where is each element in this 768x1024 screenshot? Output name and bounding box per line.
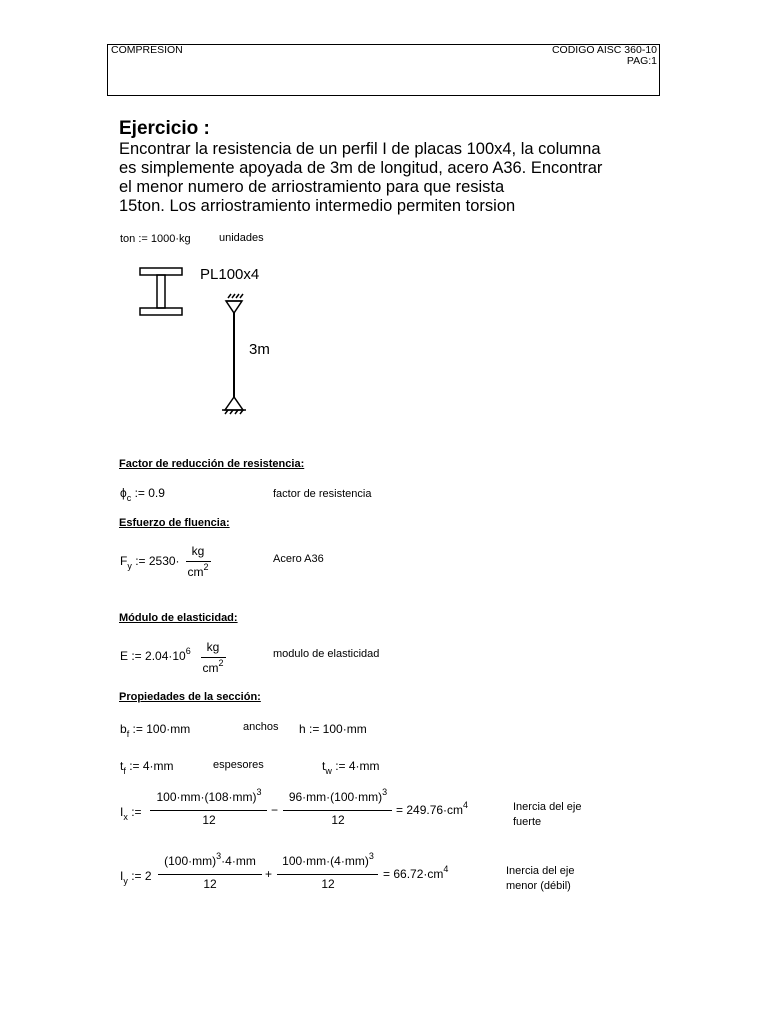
e-expr xyxy=(120,646,191,663)
exercise-line: 15ton. Los arriostramiento intermedio permiten torsion xyxy=(119,197,516,215)
exercise-line: Encontrar la resistencia de un perfil I de placas 100x4, la columna xyxy=(119,140,601,158)
fy-rhs: := 2530· xyxy=(135,554,180,568)
ix-res-base: = 249.76·cm xyxy=(396,803,464,817)
iy-lhs xyxy=(120,869,152,886)
e-den-exp: 2 xyxy=(218,658,224,668)
units-note: unidades xyxy=(219,232,264,244)
ix-num1-exp: 3 xyxy=(256,787,262,797)
section-yield-heading: Esfuerzo de fluencia: xyxy=(119,517,230,529)
iy-sym: I xyxy=(120,869,124,883)
ix-note-1: Inercia del eje xyxy=(513,801,582,813)
iy-note-1: Inercia del eje xyxy=(506,865,575,877)
fy-sub: y xyxy=(127,561,132,571)
e-lhs: E := 2.04·10 xyxy=(120,649,186,663)
h-expr: h := 100·mm xyxy=(299,722,367,736)
tw-sub: w xyxy=(325,766,332,776)
bf-lhs: b xyxy=(120,722,127,736)
bf-note: anchos xyxy=(243,721,279,733)
ix-num2 xyxy=(283,787,393,804)
fy-expr xyxy=(120,554,180,571)
iy-op: + xyxy=(265,867,273,881)
tw-rhs: := 4·mm xyxy=(335,759,380,773)
exercise-text xyxy=(119,140,659,216)
bf-rhs: := 100·mm xyxy=(132,722,191,736)
e-den xyxy=(200,658,226,675)
ix-assign: := xyxy=(131,805,142,819)
ix-den2: 12 xyxy=(331,813,345,827)
bf-sub: f xyxy=(126,729,130,739)
iy-res-base: = 66.72·cm xyxy=(383,867,444,881)
exercise-title: Ejercicio : xyxy=(119,118,210,139)
units-expr: ton := 1000·kg xyxy=(120,233,191,245)
e-num: kg xyxy=(206,640,220,654)
iy-num2-exp: 3 xyxy=(368,851,374,861)
phi-sub: c xyxy=(126,493,132,503)
i-section-icon xyxy=(140,268,182,315)
ix-note-2: fuerte xyxy=(513,816,542,828)
iy-num1-exp: 3 xyxy=(216,851,222,861)
iy-assign: := 2 xyxy=(131,869,152,883)
bf-expr xyxy=(120,722,191,739)
fy-num: kg xyxy=(191,544,205,558)
iy-den2: 12 xyxy=(321,877,335,891)
header-left: COMPRESION xyxy=(111,44,183,56)
e-den-base: cm xyxy=(202,661,219,675)
phi-symbol: ϕ xyxy=(120,486,127,500)
ix-sym: I xyxy=(120,805,124,819)
iy-den1: 12 xyxy=(203,877,217,891)
section-label: PL100x4 xyxy=(200,266,260,283)
iy-result xyxy=(383,864,449,881)
ix-den1: 12 xyxy=(202,813,216,827)
exercise-line: es simplemente apoyada de 3m de longitud, acero A36. Encontrar xyxy=(119,159,603,177)
iy-num1 xyxy=(157,851,263,868)
header-page: PAG:1 xyxy=(626,55,657,67)
iy-num1-base: (100·mm) xyxy=(164,854,217,868)
bottom-pin-support-icon xyxy=(222,397,246,414)
top-pin-support-icon xyxy=(226,294,243,313)
ix-op: − xyxy=(271,803,279,817)
ix-num1-base: 100·mm·(108·mm) xyxy=(156,790,257,804)
tf-expr xyxy=(120,759,174,776)
ix-res-exp: 4 xyxy=(463,800,469,810)
iy-num2 xyxy=(277,851,379,868)
iy-sub: y xyxy=(123,876,128,886)
tw-expr xyxy=(322,759,380,776)
ix-num2-exp: 3 xyxy=(382,787,388,797)
ix-frac2-bar xyxy=(283,810,392,811)
iy-res-exp: 4 xyxy=(443,864,449,874)
tw-lhs: t xyxy=(322,759,326,773)
header-code: CODIGO AISC 360-10 xyxy=(551,44,657,56)
e-exp: 6 xyxy=(185,646,191,656)
exercise-line: el menor numero de arriostramiento para que resista xyxy=(119,178,505,196)
phi-expr xyxy=(120,486,165,503)
tf-note: espesores xyxy=(213,759,264,771)
fy-den-exp: 2 xyxy=(203,562,209,572)
ix-num2-base: 96·mm·(100·mm) xyxy=(288,790,383,804)
tf-sub: f xyxy=(123,766,126,776)
ix-num1 xyxy=(150,787,268,804)
fy-note: Acero A36 xyxy=(273,553,324,565)
iy-frac1-bar xyxy=(158,874,262,875)
iy-num1-tail: ·4·mm xyxy=(221,854,256,868)
fy-lhs: F xyxy=(120,554,128,568)
section-elastic-heading: Módulo de elasticidad: xyxy=(119,612,238,624)
iy-note-2: menor (débil) xyxy=(506,880,571,892)
phi-rhs: := 0.9 xyxy=(134,486,165,500)
ix-result xyxy=(396,800,469,817)
ix-frac1-bar xyxy=(150,810,267,811)
phi-note: factor de resistencia xyxy=(273,488,372,500)
length-label: 3m xyxy=(249,341,270,358)
tf-lhs: t xyxy=(120,759,124,773)
section-props-heading: Propiedades de la sección: xyxy=(119,691,261,703)
fy-den-base: cm xyxy=(187,565,204,579)
tf-rhs: := 4·mm xyxy=(129,759,174,773)
section-reduction-heading: Factor de reducción de resistencia: xyxy=(119,458,305,470)
iy-frac2-bar xyxy=(277,874,378,875)
ix-lhs xyxy=(120,805,142,822)
e-note: modulo de elasticidad xyxy=(273,648,380,660)
fy-den xyxy=(185,562,211,579)
iy-num2-base: 100·mm·(4·mm) xyxy=(282,854,369,868)
ix-sub: x xyxy=(123,812,128,822)
